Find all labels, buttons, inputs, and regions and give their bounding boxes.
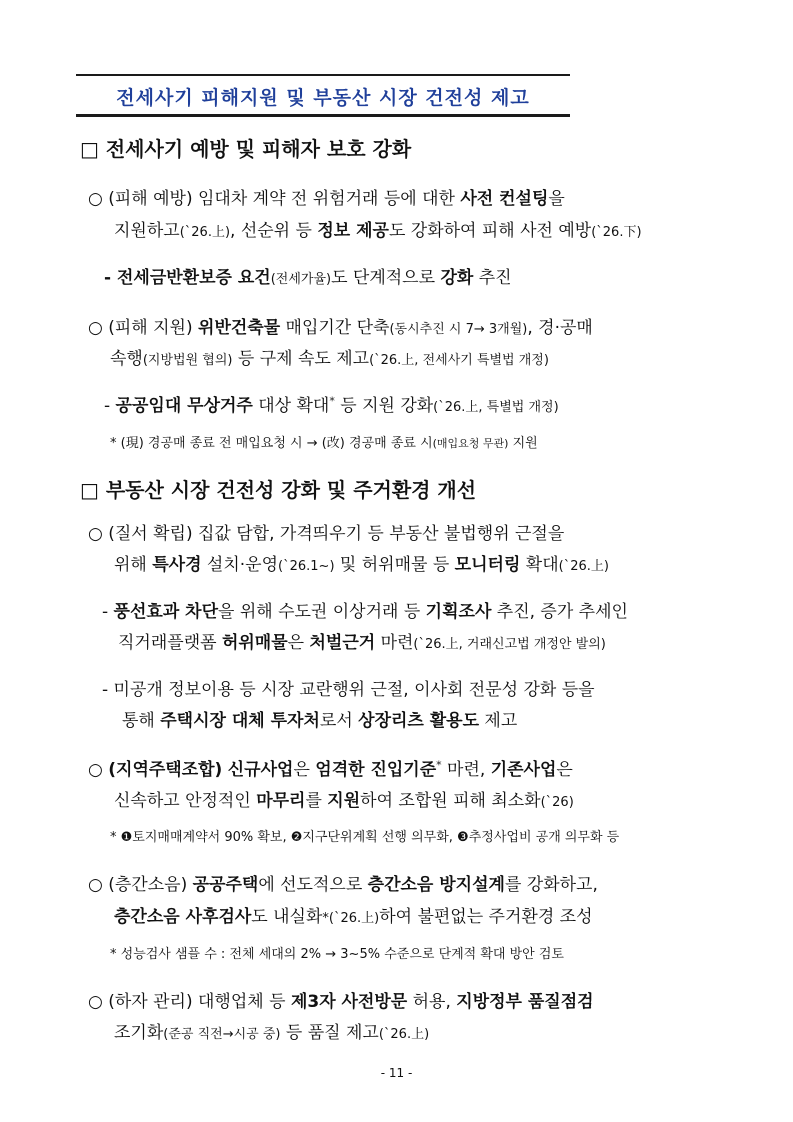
title-box [76,74,570,117]
item-order-line1: ○ (질서 확립) 집값 담합, 가격띄우기 등 부동산 불법행위 근절을 [88,524,565,544]
item-reits-line2: 통해 주택시장 대체 투자처로서 상장리츠 활용도 제고 [122,711,518,731]
section-heading-2: □ 부동산 시장 건전성 강화 및 주거환경 개선 [80,478,477,502]
page-title: 전세사기 피해지원 및 부동산 시장 건전성 제고 [116,87,530,109]
item-support-line1: ○ (피해 지원) 위반건축물 매입기간 단축(동시추진 시 7→ 3개월), 경·공매 [88,318,593,338]
page-number: - 11 - [380,1066,413,1080]
item-order-line2: 위해 특사경 설치·운영(`26.1~) 및 허위매물 등 모니터링 확대(`26.上) [114,555,609,575]
item-defect-line1: ○ (하자 관리) 대행업체 등 제3자 사전방문 허용, 지방정부 품질점검 [88,992,594,1012]
item-housing-union-line1: ○ (지역주택조합) 신규사업은 엄격한 진입기준* 마련, 기존사업은 [88,758,573,780]
footnote-noise: * 성능검사 샘플 수 : 전체 세대의 2% → 3~5% 수준으로 단계적 확대 방안 검토 [110,947,564,962]
item-deposit-guarantee: - 전세금반환보증 요건(전세가율)도 단계적으로 강화 추진 [104,268,512,288]
item-prevention-line2: 지원하고(`26.上), 선순위 등 정보 제공도 강화하여 피해 사전 예방(`26.下) [114,221,642,241]
item-defect-line2: 조기화(준공 직전→시공 중) 등 품질 제고(`26.上) [114,1023,430,1043]
item-noise-line2: 층간소음 사후검사도 내실화*(`26.上)하여 불편없는 주거환경 조성 [114,907,593,927]
item-balloon-line1: - 풍선효과 차단을 위해 수도권 이상거래 등 기획조사 추진, 증가 추세인 [102,602,628,622]
item-balloon-line2: 직거래플랫폼 허위매물은 처벌근거 마련(`26.上, 거래신고법 개정안 발의) [118,633,606,653]
item-noise-line1: ○ (층간소음) 공공주택에 선도적으로 층간소음 방지설계를 강화하고, [88,875,598,895]
footnote-housing-union: * ❶토지매매계약서 90% 확보, ❷지구단위계획 선행 의무화, ❸추정사업비 공개 의무화 등 [110,830,620,845]
section-heading-1: □ 전세사기 예방 및 피해자 보호 강화 [80,137,412,161]
footnote-public-rental: * (現) 경공매 종료 전 매입요청 시 → (改) 경공매 종료 시(매입요청 무관) 지원 [110,436,538,451]
item-prevention-line1: ○ (피해 예방) 임대차 계약 전 위험거래 등에 대한 사전 컨설팅을 [88,189,565,209]
item-reits-line1: - 미공개 정보이용 등 시장 교란행위 근절, 이사회 전문성 강화 등을 [102,680,595,700]
item-support-line2: 속행(지방법원 협의) 등 구제 속도 제고(`26.上, 전세사기 특별법 개정) [110,349,549,369]
item-housing-union-line2: 신속하고 안정적인 마무리를 지원하여 조합원 피해 최소화(`26) [114,791,574,811]
item-public-rental: - 공공임대 무상거주 대상 확대* 등 지원 강화(`26.上, 특별법 개정) [104,394,559,416]
